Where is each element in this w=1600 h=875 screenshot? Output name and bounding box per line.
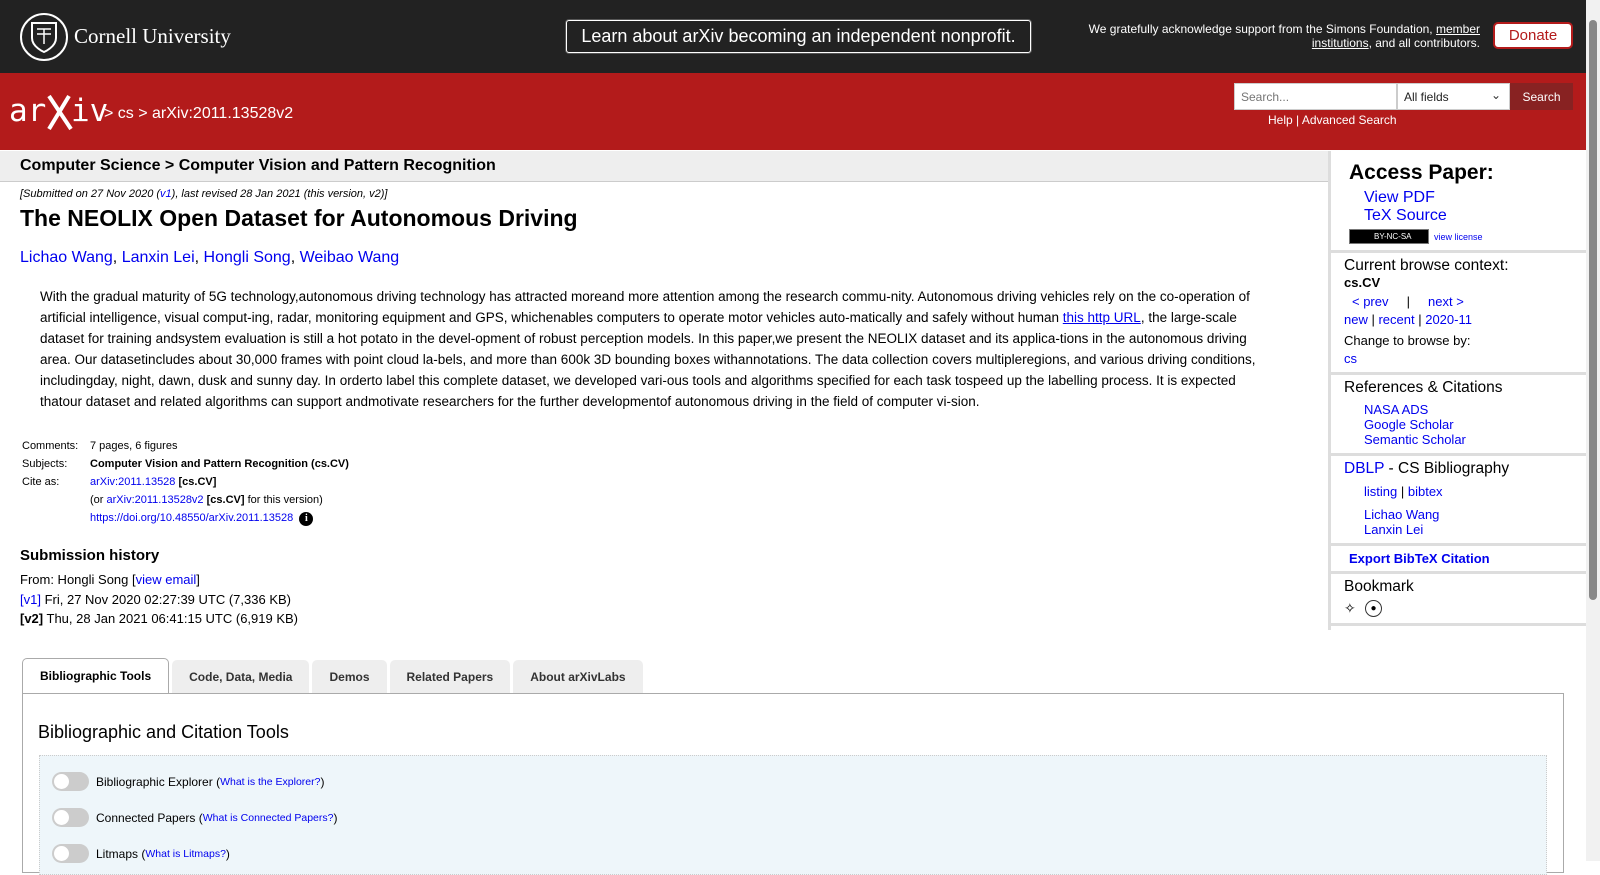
subject-heading: Computer Science > Computer Vision and Pattern Recognition: [0, 151, 1328, 182]
tab-related-papers[interactable]: Related Papers: [390, 660, 511, 693]
reddit-icon[interactable]: ●: [1365, 600, 1382, 617]
browse-context-value: cs.CV: [1344, 275, 1381, 290]
search-input[interactable]: [1234, 83, 1397, 110]
v1-link[interactable]: v1: [160, 188, 172, 200]
prev-link[interactable]: < prev: [1352, 294, 1389, 309]
sidebar: [1328, 151, 1586, 630]
from-close: ]: [196, 572, 200, 587]
support-text: [1050, 22, 1480, 50]
field-select-value: All fields: [1404, 90, 1449, 104]
tool-help-link[interactable]: What is Connected Papers?: [202, 811, 334, 824]
bibsonomy-icon[interactable]: ✧: [1344, 600, 1356, 616]
view-email-link[interactable]: view email: [135, 572, 197, 587]
donate-button[interactable]: Donate: [1493, 22, 1573, 49]
tool-help-link[interactable]: What is Litmaps?: [145, 847, 226, 860]
tool-row: Litmaps ( What is Litmaps? ): [52, 844, 230, 863]
references-title: References & Citations: [1344, 379, 1503, 396]
change-browse-label: Change to browse by:: [1344, 333, 1471, 348]
top-header: [0, 0, 1600, 73]
dateline: [20, 188, 387, 200]
metadata-table: [20, 437, 351, 529]
dblp-tail: - CS Bibliography: [1388, 460, 1510, 477]
paper-title: The NEOLIX Open Dataset for Autonomous Driving: [20, 205, 578, 231]
recent-link[interactable]: recent: [1378, 312, 1415, 327]
cite-label: Cite as:: [22, 476, 60, 488]
tool-help-link[interactable]: What is the Explorer?: [220, 775, 321, 788]
institution-name[interactable]: Cornell University: [74, 24, 231, 48]
references-section: [1331, 375, 1586, 456]
tool-label: Connected Papers: [96, 810, 196, 825]
author-link[interactable]: Hongli Song: [203, 249, 291, 266]
cite-category: [cs.CV]: [178, 476, 217, 488]
scroll-thumb[interactable]: [1589, 20, 1597, 600]
tools-title: Bibliographic and Citation Tools: [38, 722, 289, 742]
cite-or: (or: [90, 494, 104, 506]
v1-history-link[interactable]: [v1]: [20, 591, 41, 607]
tool-label: Litmaps: [96, 846, 139, 861]
dateline-pre: [Submitted on 27 Nov 2020 (: [20, 188, 161, 200]
connected-papers-toggle[interactable]: [52, 808, 89, 827]
bookmark-title: Bookmark: [1344, 578, 1414, 595]
tab-demos[interactable]: Demos: [312, 660, 386, 693]
from-label: From: Hongli Song [: [20, 572, 136, 587]
subjects-label: Subjects:: [22, 458, 68, 470]
separator: |: [1296, 113, 1300, 127]
nasa-ads-link[interactable]: NASA ADS: [1364, 402, 1429, 417]
dblp-author-link[interactable]: Lichao Wang: [1364, 507, 1440, 522]
litmaps-toggle[interactable]: [52, 844, 89, 863]
license-badge-text: BY-NC-SA: [1374, 232, 1412, 241]
tab-about-arxivlabs[interactable]: About arXivLabs: [513, 660, 642, 693]
author-link[interactable]: Lanxin Lei: [121, 249, 195, 266]
dblp-link[interactable]: DBLP: [1344, 460, 1385, 477]
subjects-value: Computer Vision and Pattern Recognition (cs.CV): [90, 458, 349, 470]
comments-value: 7 pages, 6 figures: [90, 440, 178, 452]
export-bibtex-link[interactable]: Export BibTeX Citation: [1349, 551, 1490, 566]
v1-details: Fri, 27 Nov 2020 02:27:39 UTC (7,336 KB): [44, 591, 291, 607]
author-link[interactable]: Lichao Wang: [20, 249, 113, 266]
info-icon[interactable]: i: [299, 512, 313, 526]
abstract: [40, 286, 1270, 412]
search-button[interactable]: Search: [1510, 83, 1573, 110]
help-link[interactable]: Help: [1268, 113, 1293, 127]
tab-bibliographic-tools[interactable]: Bibliographic Tools: [22, 658, 169, 693]
listing-link[interactable]: listing: [1364, 484, 1398, 499]
doi-link[interactable]: https://doi.org/10.48550/arXiv.2011.13528: [90, 512, 294, 524]
browse-cs-link[interactable]: cs: [1344, 351, 1357, 366]
v2-details: Thu, 28 Jan 2021 06:41:15 UTC (6,919 KB): [46, 611, 299, 626]
search-field-select[interactable]: [1397, 83, 1510, 110]
labs-tabs: [22, 660, 646, 693]
svg-text:ar: ar: [9, 93, 47, 129]
abstract-url-link[interactable]: this http URL: [1062, 310, 1141, 325]
new-link[interactable]: new: [1344, 312, 1368, 327]
author-list: Lichao Wang, Lanxin Lei, Hongli Song, Weibao Wang: [20, 249, 400, 266]
separator: |: [1406, 294, 1410, 309]
v2-label: [v2]: [20, 611, 44, 626]
tool-row: Bibliographic Explorer ( What is the Explorer? ): [52, 772, 324, 791]
google-scholar-link[interactable]: Google Scholar: [1364, 417, 1454, 432]
abstract-text-cont: , the large-scale dataset for training andsystem evaluation is still a hot potato in the devel-opment of robust perception models. In this paper,we present the NEOLIX dataset and its applica-tions in the autonomous driving area. Our datasetincludes about 30,000 frames with point cloud la-bels, and more than 600k 3D bounding boxes withannotations. The data collection covers multipleregions, and various driving conditions, includingday, night, dawn, dusk and sunny day. In orderto label this complete dataset, we developed vari-ous tools and algorithms specified for each task tospeed up the labelling process. It is expected thatour dataset and related algorithms can support andmotivate researchers for the further developmentof autonomous driving in the field of computer vi-sion.: [40, 310, 1256, 409]
chevron-down-icon: ⌄: [1490, 88, 1501, 102]
svg-text:iv: iv: [71, 93, 109, 129]
support-lead: We gratefully acknowledge support from the Simons Foundation,: [1088, 22, 1433, 36]
arxiv-logo-icon[interactable]: [9, 92, 109, 137]
advanced-search-link[interactable]: Advanced Search: [1301, 113, 1397, 127]
cite-version-link[interactable]: arXiv:2011.13528v2: [106, 494, 204, 506]
submission-history-title: Submission history: [20, 547, 160, 564]
next-link[interactable]: next >: [1428, 294, 1464, 309]
bibliographic-explorer-toggle[interactable]: [52, 772, 89, 791]
export-section: [1331, 546, 1586, 574]
member-institutions-link[interactable]: member institutions: [1311, 22, 1480, 50]
tool-label: Bibliographic Explorer: [96, 774, 213, 789]
tab-code-data-media[interactable]: Code, Data, Media: [172, 660, 309, 693]
cite-id-link[interactable]: arXiv:2011.13528: [90, 476, 176, 488]
dateline-post: ), last revised 28 Jan 2021 (this version, v2)]: [171, 188, 388, 200]
submission-history: [20, 570, 298, 629]
dblp-author-link[interactable]: Lanxin Lei: [1364, 522, 1424, 537]
cite-category: [cs.CV]: [206, 494, 245, 506]
access-title: Access Paper:: [1349, 161, 1494, 184]
cc-license-badge-icon[interactable]: [1349, 229, 1429, 244]
bibtex-link[interactable]: bibtex: [1407, 484, 1443, 499]
comments-label: Comments:: [22, 440, 79, 452]
tool-row: Connected Papers ( What is Connected Papers? ): [52, 808, 338, 827]
tex-source-link[interactable]: TeX Source: [1364, 207, 1447, 224]
abstract-text: With the gradual maturity of 5G technology,autonomous driving technology has attracted moreand more attention among the research commu-nity. Autonomous driving vehicles rely on the co-operation of artificial intelligence, visual comput-ing, radar, monitoring equipment and GPS, whichenables computers to operate motor vehicles auto-matically and safely without human: [40, 289, 1250, 325]
bookmark-section: [1331, 574, 1586, 626]
support-tail: , and all contributors.: [1368, 36, 1480, 50]
help-links: [1268, 113, 1397, 127]
access-paper-section: [1331, 151, 1586, 253]
semantic-scholar-link[interactable]: Semantic Scholar: [1364, 432, 1466, 447]
browse-context-section: Current browse context: cs.CV < prev | next > new | recent | 2020-11 Change to browse by: cs: [1331, 253, 1586, 375]
cite-version-tail: for this version): [247, 494, 323, 506]
view-pdf-link[interactable]: View PDF: [1364, 189, 1435, 206]
browse-context-title: Current browse context:: [1344, 257, 1509, 274]
author-link[interactable]: Weibao Wang: [299, 249, 400, 266]
month-link[interactable]: 2020-11: [1425, 312, 1472, 327]
dblp-section: DBLP - CS Bibliography listing | bibtex Lichao Wang Lanxin Lei: [1331, 456, 1586, 546]
nonprofit-banner-link[interactable]: Learn about arXiv becoming an independent nonprofit.: [566, 20, 1031, 53]
view-license-link[interactable]: view license: [1434, 231, 1483, 242]
cornell-seal-icon[interactable]: [20, 13, 68, 61]
page-scrollbar[interactable]: [1586, 0, 1600, 861]
breadcrumb[interactable]: > cs > arXiv:2011.13528v2: [104, 105, 294, 122]
